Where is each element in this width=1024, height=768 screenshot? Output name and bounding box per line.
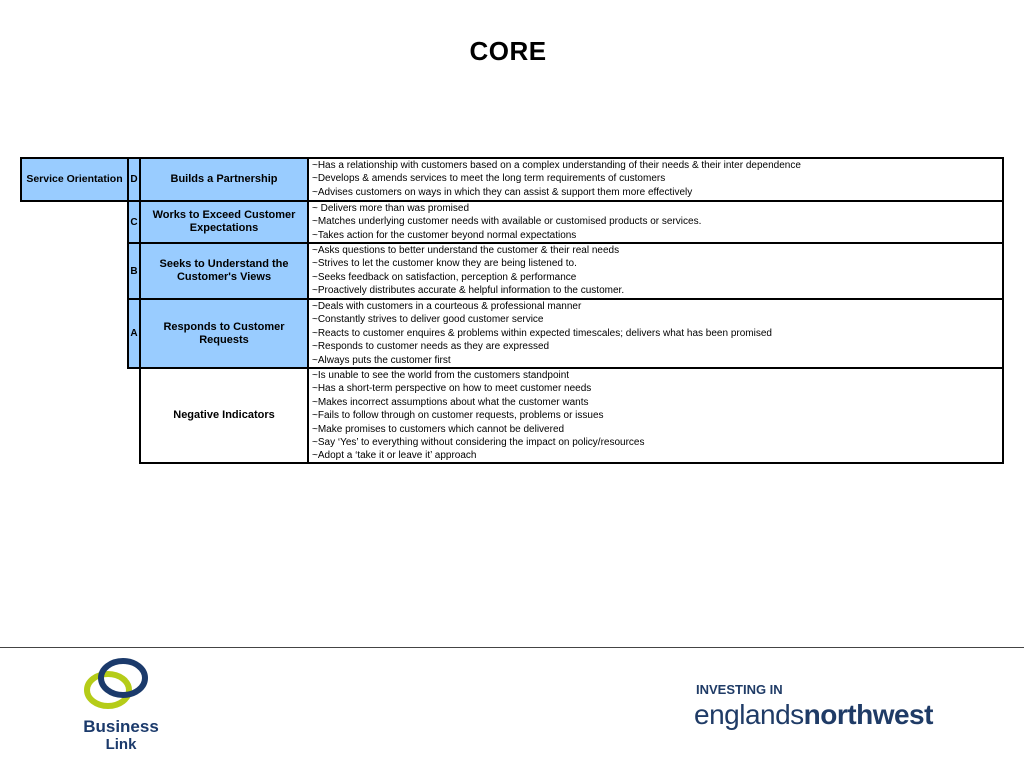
footer-divider bbox=[0, 647, 1024, 648]
indicator-item: ~Is unable to see the world from the customers standpoint bbox=[312, 370, 570, 381]
level-indicators-b bbox=[307, 242, 1004, 300]
logo-text-investing-in: INVESTING IN bbox=[696, 682, 783, 697]
level-indicators-a bbox=[307, 298, 1004, 369]
indicator-item: ~ Delivers more than was promised bbox=[312, 203, 470, 214]
indicator-item: ~Responds to customer needs as they are expressed bbox=[312, 341, 550, 353]
level-letter-text: B bbox=[130, 265, 138, 277]
level-name-text: Builds a Partnership bbox=[170, 173, 278, 185]
indicator-item: ~Strives to let the customer know they are being listened to. bbox=[312, 258, 577, 270]
level-name-text: Responds to Customer Requests bbox=[163, 320, 285, 346]
level-name-text: Works to Exceed Customer Expectations bbox=[152, 209, 296, 234]
indicator-item: ~Asks questions to better understand the customer & their real needs bbox=[312, 245, 620, 256]
indicator-item: ~Seeks feedback on satisfaction, perception & performance bbox=[312, 271, 577, 283]
logo-word-englands: englands bbox=[694, 699, 804, 730]
level-name-c bbox=[139, 200, 309, 244]
indicator-item: ~Develops & amends services to meet the long term requirements of customers bbox=[312, 173, 666, 185]
indicator-item: ~Make promises to customers which cannot be delivered bbox=[312, 423, 565, 435]
level-letter-text: D bbox=[130, 174, 138, 185]
indicator-item: ~Say ‘Yes’ to everything without considering the impact on policy/resources bbox=[312, 437, 645, 449]
level-letter-text: A bbox=[130, 328, 138, 339]
level-indicators-d bbox=[307, 157, 1004, 202]
indicator-item: ~Makes incorrect assumptions about what the customer wants bbox=[312, 396, 589, 408]
indicator-item: ~Has a short-term perspective on how to meet customer needs bbox=[312, 383, 592, 395]
indicator-item: ~Has a relationship with customers based on a complex understanding of their needs & their inter dependence bbox=[312, 160, 801, 171]
business-link-logo bbox=[78, 656, 164, 752]
level-name-b bbox=[139, 242, 309, 300]
indicator-item: ~Proactively distributes accurate & helpful information to the customer. bbox=[312, 285, 625, 297]
negative-indicators-label bbox=[139, 367, 309, 464]
indicator-item: ~Takes action for the customer beyond normal expectations bbox=[312, 229, 577, 241]
indicator-item: ~Always puts the customer first bbox=[312, 354, 451, 366]
level-letter-text: C bbox=[130, 216, 138, 228]
logo-text-business: Business bbox=[83, 717, 159, 736]
page-title: CORE bbox=[469, 36, 547, 66]
indicator-item: ~Advises customers on ways in which they can assist & support them more effectively bbox=[312, 186, 693, 198]
negative-label-text: Negative Indicators bbox=[173, 409, 275, 421]
englands-northwest-logo bbox=[694, 680, 970, 732]
logo-text-link: Link bbox=[105, 736, 137, 752]
negative-indicators-list bbox=[307, 367, 1004, 464]
indicator-item: ~Fails to follow through on customer requests, problems or issues bbox=[312, 410, 604, 422]
logo-word-northwest: northwest bbox=[803, 699, 933, 730]
indicator-item: ~Adopt a ‘take it or leave it’ approach bbox=[312, 450, 477, 462]
indicator-item: ~Constantly strives to deliver good customer service bbox=[312, 314, 544, 326]
competency-name: Service Orientation bbox=[26, 173, 123, 185]
logo-text-englandsnorthwest bbox=[694, 699, 933, 730]
level-indicators-c bbox=[307, 200, 1004, 244]
competency-name-cell bbox=[20, 157, 129, 202]
indicator-item: ~Reacts to customer enquires & problems within expected timescales; delivers what has been promised bbox=[312, 327, 772, 339]
level-name-a bbox=[139, 298, 309, 369]
indicator-item: ~Matches underlying customer needs with available or customised products or services. bbox=[312, 216, 702, 228]
indicator-item: ~Deals with customers in a courteous & professional manner bbox=[312, 301, 582, 312]
level-name-text: Seeks to Understand the Customer's Views bbox=[159, 258, 289, 283]
level-name-d bbox=[139, 157, 309, 202]
